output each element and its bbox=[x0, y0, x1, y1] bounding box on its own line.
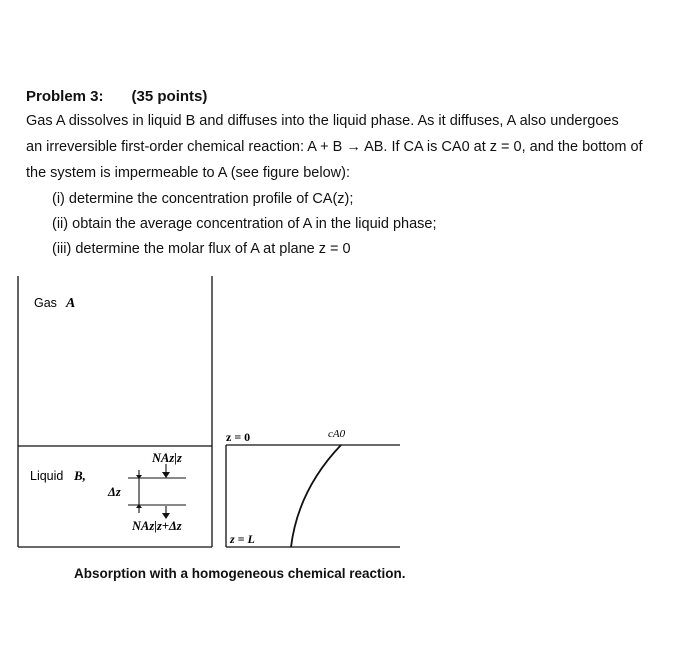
problem-line-2: an irreversible first-order chemical reaction: A + B → AB. If CA is CA0 at z = 0, and the bottom of bbox=[26, 139, 643, 155]
task-item-iii: (iii) determine the molar flux of A at plane z = 0 bbox=[52, 241, 351, 257]
problem-label: Problem 3: bbox=[26, 88, 104, 105]
left-vessel bbox=[18, 276, 212, 547]
problem-points: (35 points) bbox=[131, 88, 208, 105]
figure-caption: Absorption with a homogeneous chemical reaction. bbox=[74, 566, 406, 581]
flux-top-label: NAz|z bbox=[152, 451, 182, 465]
gas-symbol: A bbox=[66, 296, 76, 311]
delta-z-label: Δz bbox=[108, 485, 121, 499]
concentration-profile-curve bbox=[291, 445, 341, 547]
liquid-label: Liquid bbox=[30, 469, 64, 483]
differential-element bbox=[128, 478, 186, 505]
gas-label: Gas bbox=[34, 296, 57, 310]
task-item-ii: (ii) obtain the average concentration of A in the liquid phase; bbox=[52, 216, 437, 232]
task-item-i: (i) determine the concentration profile of CA(z); bbox=[52, 191, 354, 207]
problem-line-3: the system is impermeable to A (see figure below): bbox=[26, 165, 350, 181]
z-L-label: z = L bbox=[230, 532, 255, 546]
flux-arrows bbox=[136, 464, 170, 519]
concentration-label: cA0 bbox=[328, 428, 346, 440]
liquid-symbol: B, bbox=[74, 468, 86, 483]
flux-bottom-label: NAz|z+Δz bbox=[132, 519, 182, 533]
z-zero-label: z = 0 bbox=[226, 430, 251, 444]
problem-line-1: Gas A dissolves in liquid B and diffuses into the liquid phase. As it diffuses, A also undergoes bbox=[26, 113, 619, 129]
